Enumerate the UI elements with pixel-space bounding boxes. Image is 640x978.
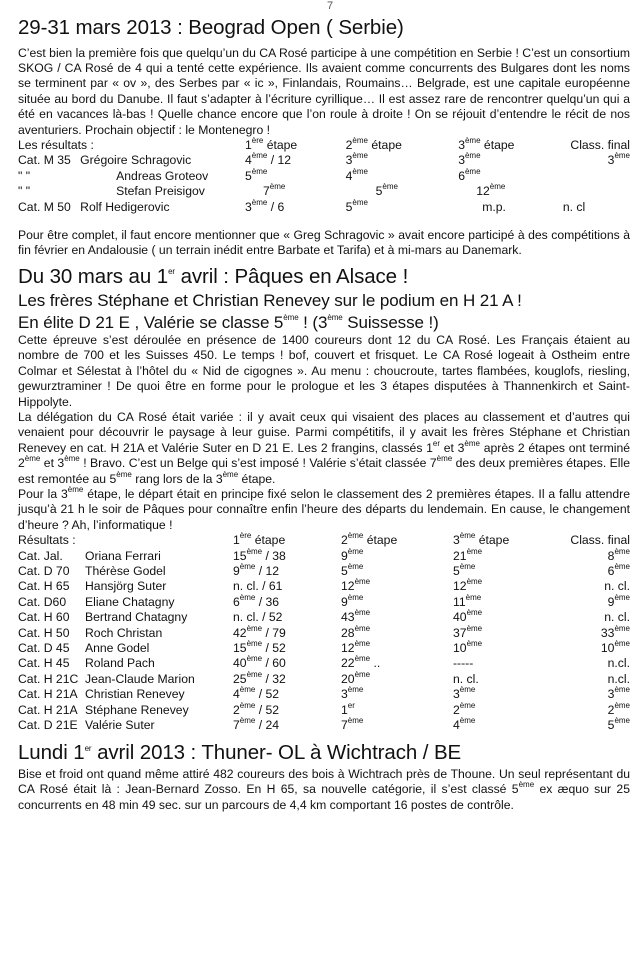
cell-name: Christian Renevey xyxy=(85,687,185,702)
cell-e3: 3ème xyxy=(453,685,476,702)
table-row xyxy=(18,184,630,199)
cell-e3: 11ème xyxy=(453,592,482,609)
cell-final xyxy=(563,169,630,184)
newsletter-page xyxy=(18,16,630,813)
beograd-paragraph: C’est bien la première fois que quelqu’un du CA Rosé participe à une compétition en Serbie ! C’est un consortium SKOG / CA Rosé de 4 qui a tenté cette expérience. Ils avaient comme concurrents des Bulgares dont les noms se terminent par « ov », des Serbes par « ic », Finlandais, Roumains… Belgrade, est une capitale européenne située au bord du Danube. Il faut s’adapter à l’écriture cyrillique… Il est assez rare de rencontrer quelqu’un qui a été en vacances là-bas ! Quelle chance encore que l’on roule à droite ! On se réjouit d’entendre le récit de nos aventuriers. Prochain objectif : le Montenegro ! xyxy=(18,45,630,137)
results-label: Les résultats : xyxy=(18,138,94,152)
cell-name: Thérèse Godel xyxy=(85,564,166,578)
cell-cat: Cat. Jal. xyxy=(18,548,63,563)
cell-e1: 4ème / 52 xyxy=(233,685,280,702)
cell-final: 5ème xyxy=(607,716,630,733)
cell-cat: Cat. H 50 xyxy=(18,625,70,640)
cell-e3: 4ème xyxy=(453,716,476,733)
cell-e1: n. cl. / 61 xyxy=(233,579,283,594)
section-title-wichtrach: Lundi 1er avril 2013 : Thuner- OL à Wichtrach / BE xyxy=(18,741,462,765)
cell-e2: 9ème xyxy=(341,546,364,563)
cell-e3: 37ème xyxy=(453,623,483,640)
cell-e2: 4ème xyxy=(345,166,368,183)
cell-final: n. cl. xyxy=(604,579,630,594)
cell-final: n. cl xyxy=(562,199,586,214)
table-row xyxy=(18,626,630,641)
cell-e3: 6ème xyxy=(458,166,481,183)
cell-e2: 5ème xyxy=(341,561,364,578)
cell-e1: 5ème xyxy=(244,166,268,183)
cell-final: 3ème xyxy=(607,685,630,702)
cell-e3: 3ème xyxy=(458,151,481,168)
alsace-paragraph-3: Pour la 3ème étape, le départ était en principe fixé selon le classement des 2 premières étapes. Il a fallu attendre jusqu’à 21 h le soir de Pâques pour connaître enfin l’heure des départs du lendemain. En cause, le changement d’heure ? Ah, l’informatique ! xyxy=(18,484,631,532)
section-title-alsace: Du 30 mars au 1er avril : Pâques en Alsace ! xyxy=(18,264,409,288)
cell-e2: 22ème .. xyxy=(341,654,381,671)
cell-e1: 7ème xyxy=(262,182,286,199)
cell-name: Anne Godel xyxy=(85,641,150,656)
cell-e1: n. cl. / 52 xyxy=(233,610,283,625)
cell-final: 9ème xyxy=(607,592,630,609)
cell-cat: Cat. D 70 xyxy=(18,564,70,578)
cell-cat: Cat. H 45 xyxy=(18,656,70,671)
cell-cat: Cat. D 45 xyxy=(18,641,70,656)
alsace-subtitle-1: Les frères Stéphane et Christian Renevey sur le podium en H 21 A ! xyxy=(18,291,522,311)
cell-e3: n. cl. xyxy=(453,671,479,686)
table-row xyxy=(18,656,630,671)
alsace-subtitle-2: En élite D 21 E , Valérie se classe 5ème ! (3ème Suissesse !) xyxy=(18,312,439,332)
table-row xyxy=(18,595,630,610)
cell-name: Hansjörg Suter xyxy=(85,579,167,594)
results-header-row xyxy=(18,533,630,548)
table-row xyxy=(18,687,630,702)
cell-cat: Cat. D60 xyxy=(18,594,67,609)
cell-name: Eliane Chatagny xyxy=(85,594,175,609)
table-row xyxy=(18,169,630,184)
cell-name: Jean-Claude Marion xyxy=(85,671,195,686)
cell-e2: 3ème xyxy=(345,151,368,168)
table-row xyxy=(18,549,630,564)
page-number: 7 xyxy=(327,0,334,12)
table-row xyxy=(18,200,630,215)
cell-cat: Cat. H 21A xyxy=(18,687,78,702)
cell-final: n.cl. xyxy=(607,656,630,671)
cell-e1: 40ème / 60 xyxy=(233,654,286,671)
cell-final: n. cl. xyxy=(604,610,630,625)
cell-e2: 12ème xyxy=(341,577,371,594)
cell-final: 3ème xyxy=(607,151,630,168)
cell-e2: 3ème xyxy=(341,685,364,702)
cell-e3: 5ème xyxy=(453,561,476,578)
cell-cat: Cat. D 21E xyxy=(18,718,78,733)
header-stage1: 1ère étape xyxy=(244,135,298,152)
cell-name: Oriana Ferrari xyxy=(85,548,161,563)
cell-e2: 20ème xyxy=(341,669,371,686)
cell-cat: Cat. H 60 xyxy=(18,610,70,625)
cell-e2: 7ème xyxy=(341,716,364,733)
beograd-results-table xyxy=(18,135,630,215)
header-stage2: 2ème étape xyxy=(341,531,398,548)
cell-e3: ----- xyxy=(453,656,474,671)
table-row xyxy=(18,718,630,733)
table-row xyxy=(18,610,630,625)
cell-final: 10ème xyxy=(600,638,630,656)
header-final: Class. final xyxy=(570,533,630,548)
alsace-paragraph-2: La délégation du CA Rosé était variée : il y avait ceux qui visaient des places au classement et d’autres qui venaient pour découvrir le paysage à leur guise. Parmi compétitifs, il y avait les frères Stéphane et Christian Renevey en cat. H 21A et Valérie Suter en D 21 E. Les 2 frangins, classés 1er et 3ème après 2 étapes ont terminé 2ème et 3ème ! Bravo. C’est un Belge qui s’est imposé ! Valérie s’était classée 7ème des deux premières étapes. Elle est remontée au 5ème rang lors de la 3ème étape. xyxy=(18,409,631,486)
cell-e1: 15ème / 38 xyxy=(233,546,286,563)
cell-e1: 7ème / 24 xyxy=(233,716,280,733)
cell-e3: 2ème xyxy=(453,700,476,717)
cell-e1: 4ème / 12 xyxy=(244,151,292,168)
cell-cat: " " xyxy=(18,184,31,199)
table-row xyxy=(18,564,630,579)
cell-final: 8ème xyxy=(607,546,630,563)
cell-final: 33ème xyxy=(600,623,630,640)
cell-e1: 3ème / 6 xyxy=(244,197,285,214)
cell-e3: 10ème xyxy=(453,638,483,656)
header-final: Class. final xyxy=(570,138,630,152)
cell-final: n.cl. xyxy=(607,671,630,686)
cell-name: Rolf Hedigerovic xyxy=(80,199,170,214)
cell-e3: 12ème xyxy=(476,182,506,199)
cell-e2: 12ème xyxy=(341,638,371,656)
cell-name: Stefan Preisigov xyxy=(116,184,205,199)
cell-e1: 42ème / 79 xyxy=(233,623,286,640)
beograd-paragraph-2: Pour être complet, il faut encore mentionner que « Greg Schragovic » avait encore participé à des compétitions à fin février en Andalousie ( un terrain inédit entre Barbate et Tarifa) et à mi-mars au Danemark. xyxy=(18,228,630,258)
section-title-beograd: 29-31 mars 2013 : Beograd Open ( Serbie) xyxy=(18,16,404,39)
wichtrach-paragraph: Bise et froid ont quand même attiré 482 coureurs des bois à Wichtrach près de Thoune. Un seul représentant du CA Rosé était là : Jean-Bernard Zosso. En H 65, sa nouvelle catégorie, il s’est classé 5ème ex æquo sur 25 concurrents en 48 min 49 sec. sur un parcours de 4,4 km comportant 16 postes de contrôle. xyxy=(18,767,630,812)
cell-name: Grégoire Schragovic xyxy=(80,153,192,168)
cell-e1: 9ème / 12 xyxy=(233,561,280,578)
cell-name: Roland Pach xyxy=(85,656,155,671)
results-label: Résultats : xyxy=(18,533,76,548)
alsace-results-table xyxy=(18,533,630,733)
cell-name: Stéphane Renevey xyxy=(85,702,189,717)
cell-cat: Cat. H 65 xyxy=(18,579,70,594)
cell-cat: Cat. H 21A xyxy=(18,702,78,717)
cell-e1: 2ème / 52 xyxy=(233,700,280,717)
header-stage2: 2ème étape xyxy=(345,135,402,152)
cell-cat: Cat. H 21C xyxy=(18,671,79,686)
cell-final: 6ème xyxy=(607,561,630,578)
cell-e3: m.p. xyxy=(482,199,506,214)
table-row xyxy=(18,672,630,687)
results-header-row xyxy=(18,138,630,153)
cell-e2: 28ème xyxy=(341,623,371,640)
cell-e3: 21ème xyxy=(453,546,483,563)
header-stage1: 1ère étape xyxy=(233,531,286,548)
table-row xyxy=(18,703,630,718)
cell-e2: 1er xyxy=(341,700,355,717)
cell-final xyxy=(563,184,630,199)
cell-name: Valérie Suter xyxy=(85,718,155,733)
cell-cat: Cat. M 35 xyxy=(18,153,71,168)
table-row xyxy=(18,153,630,168)
cell-e3: 12ème xyxy=(453,577,483,594)
cell-final: 2ème xyxy=(607,700,630,717)
header-stage3: 3ème étape xyxy=(453,531,510,548)
table-row xyxy=(18,579,630,594)
cell-cat: Cat. M 50 xyxy=(18,199,71,214)
cell-e2: 5ème xyxy=(345,197,368,214)
cell-e1: 6ème / 36 xyxy=(233,592,280,609)
cell-cat: " " xyxy=(18,168,31,183)
header-stage3: 3ème étape xyxy=(458,135,515,152)
cell-name: Andreas Groteov xyxy=(116,168,209,183)
cell-e1: 25ème / 32 xyxy=(233,669,286,686)
cell-e1: 15ème / 52 xyxy=(233,638,286,656)
cell-e3: 40ème xyxy=(453,608,483,625)
cell-e2: 43ème xyxy=(341,608,371,625)
cell-e2: 5ème xyxy=(375,182,398,199)
cell-name: Roch Christan xyxy=(85,625,163,640)
cell-name: Bertrand Chatagny xyxy=(85,610,188,625)
alsace-paragraph-1: Cette épreuve s’est déroulée en présence de 1400 coureurs dont 12 du CA Rosé. Les Français étaient au nombre de 700 et les Suisses 450. Le temps ! bof, couvert et frisquet. Le CA Rosé logeait à Ostheim entre Colmar et Sélestat à l’hôtel du « Nid de cigognes ». Au menu : choucroute, tartes flambées, kouglofs, riesling, gewurztraminer ! De quoi être en forme pour le prologue et les 3 étapes disputées à Thannenkirch et Saint-Hippolyte. xyxy=(18,332,630,409)
table-row xyxy=(18,641,630,656)
cell-e2: 9ème xyxy=(341,592,364,609)
